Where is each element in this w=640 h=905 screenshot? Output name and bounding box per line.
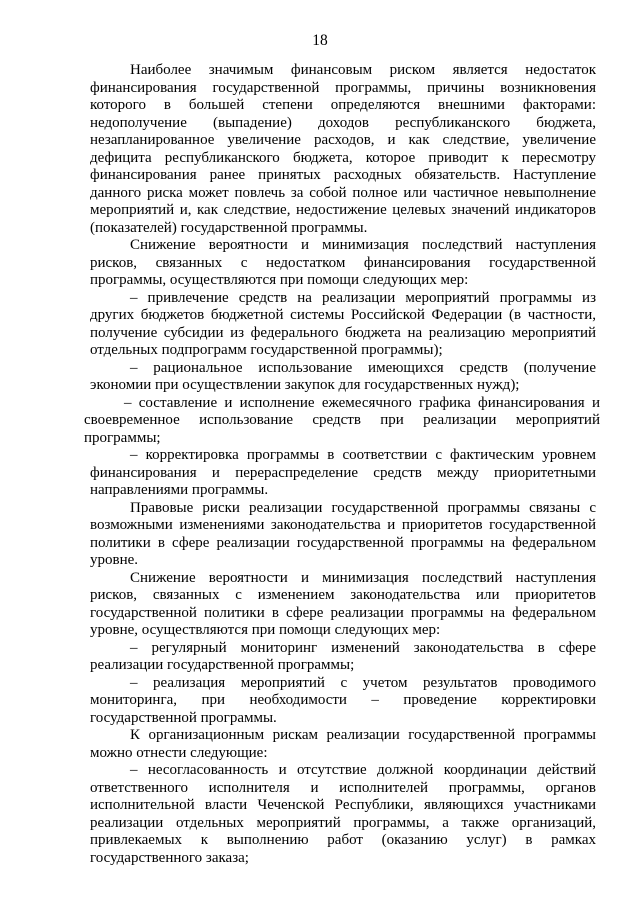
document-body — [84, 62, 600, 867]
paragraph-financial-risk: Наиболее значимым финансовым риском является недостаток финансирования государственной программы, причины возникновения которого в большей степени определяются внешними факторами: недополучение (выпадение) доходов республиканского бюджета, незапланированное увеличение расходов, и как следствие, увеличение дефицита республиканского бюджета, которое приводит к пересмотру финансирования ранее принятых расходных обязательств. Наступление данного риска может повлечь за собой полное или частичное невыполнение мероприятий и, как следствие, недостижение целевых значений индикаторов (показателей) государственной программы. — [90, 62, 596, 236]
paragraph-legal-risk-measures-intro: Снижение вероятности и минимизация последствий наступления рисков, связанных с изменением законодательства или приоритетов государственной политики в сфере реализации программы на федеральном уровне, осуществляются при помощи следующих мер: — [90, 569, 596, 638]
paragraph-organizational-risk: К организационным рискам реализации государственной программы можно отнести следующие: — [90, 727, 596, 761]
paragraph-financial-risk-measures-intro: Снижение вероятности и минимизация последствий наступления рисков, связанных с недостатком финансирования государственной программы, осуществляются при помощи следующих мер: — [90, 237, 596, 288]
list-item-legislation-monitoring: – регулярный мониторинг изменений законодательства в сфере реализации государственной программы; — [90, 639, 596, 673]
page-number: 18 — [312, 32, 328, 49]
paragraph-legal-risk: Правовые риски реализации государственной программы связаны с возможными изменениями законодательства и приоритетов государственной политики в сфере реализации государственной программы на федеральном уровне. — [90, 499, 596, 568]
list-item-program-adjustment: – корректировка программы в соответствии с фактическим уровнем финансирования и перераспределение средств между приоритетными направлениями программы. — [90, 447, 596, 498]
list-item-monitoring-results: – реализация мероприятий с учетом результатов проводимого мониторинга, при необходимости – проведение корректировки государственной программы. — [90, 674, 596, 726]
list-item-rational-use: – рациональное использование имеющихся средств (получение экономии при осуществлении закупок для государственных нужд); — [90, 359, 596, 393]
list-item-monthly-schedule: – составление и исполнение ежемесячного графика финансирования и своевременное использование средств при реализации мероприятий программы; — [84, 394, 600, 446]
list-item-lack-of-coordination: – несогласованность и отсутствие должной координации действий ответственного исполнителя и исполнителей программы, органов исполнительной власти Чеченской Республики, являющихся участниками реализации отдельных мероприятий программы, а также организаций, привлекаемых к выполнению работ (оказанию услуг) в рамках государственного заказа; — [90, 762, 596, 866]
list-item-attract-funds: – привлечение средств на реализации мероприятий программы из других бюджетов бюджетной системы Российской Федерации (в частности, получение субсидии из федерального бюджета на реализацию мероприятий отдельных подпрограмм государственной программы); — [90, 289, 596, 358]
